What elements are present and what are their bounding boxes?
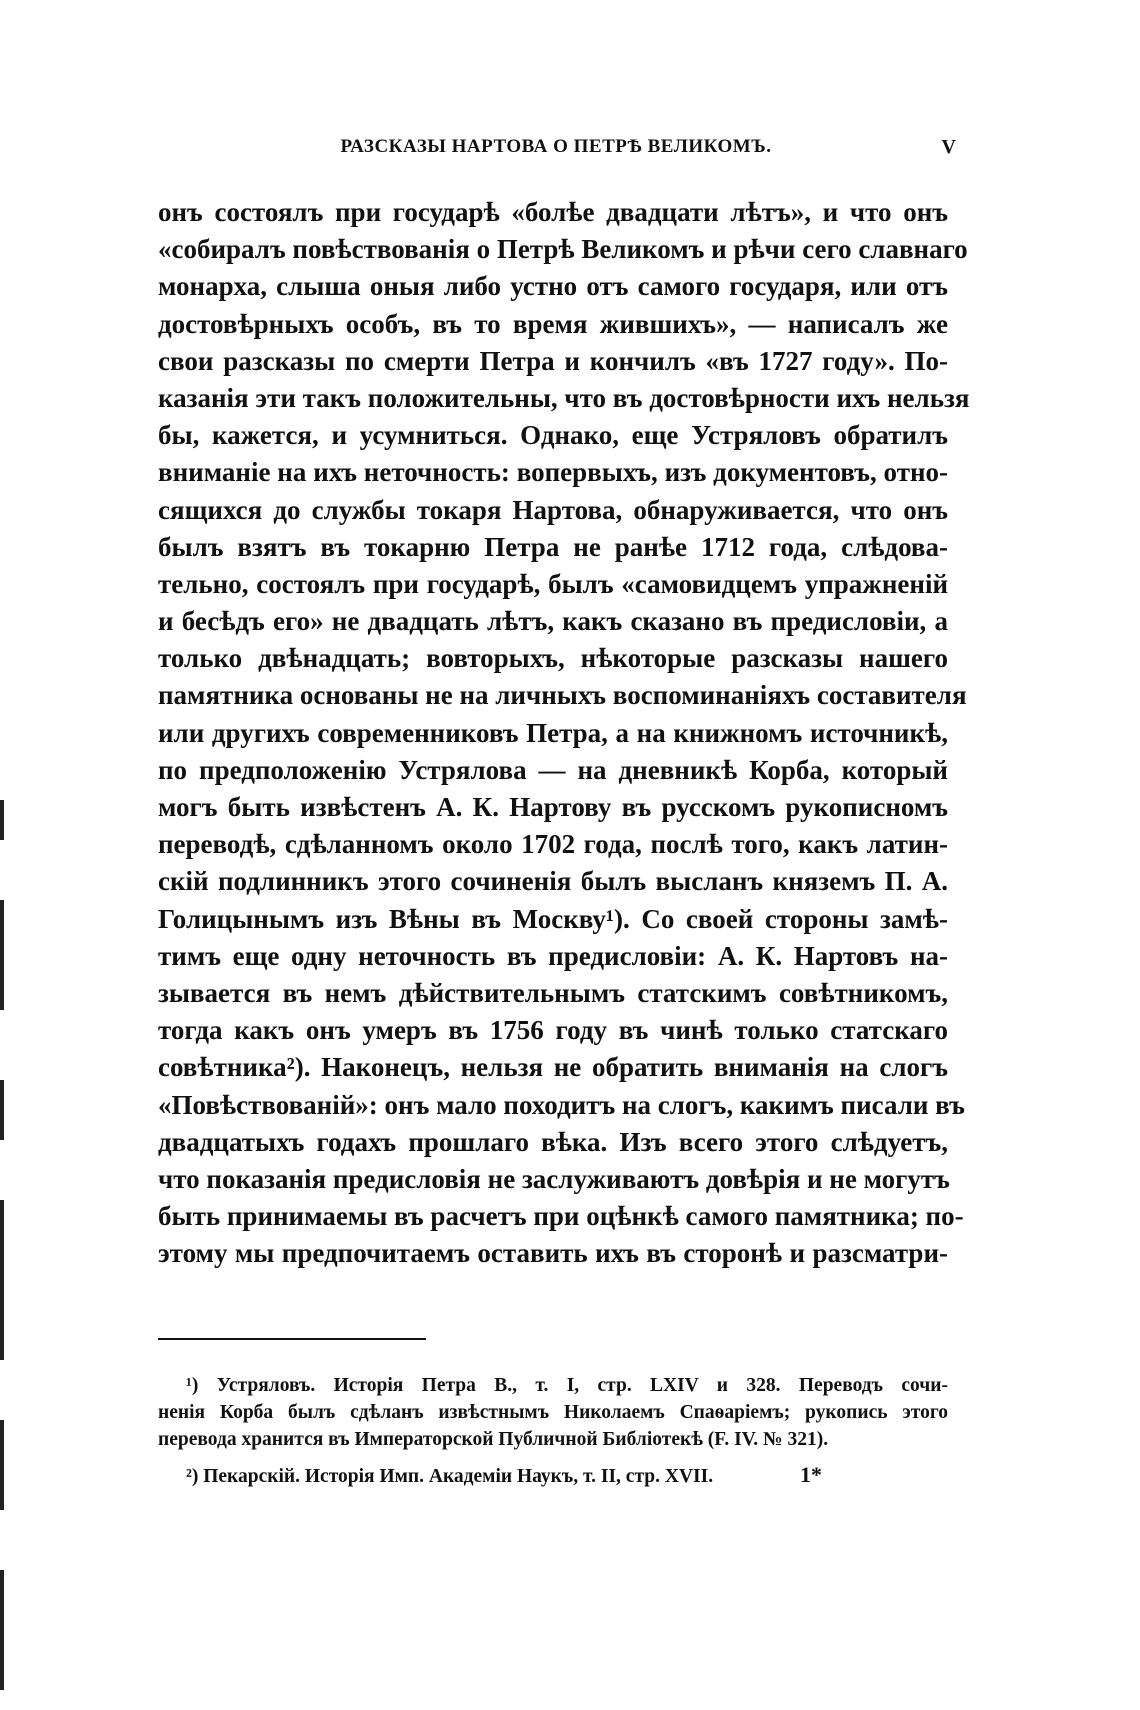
body-text <box>158 194 970 1272</box>
running-title: РАЗСКАЗЫ НАРТОВА О ПЕТРѢ ВЕЛИКОМЪ. <box>340 136 772 157</box>
text-line: сящихся до службы токаря Нартова, обнаруживается, что онъ <box>158 494 948 525</box>
text-line: тельно, состоялъ при государѣ, былъ «самовидцемъ упражненій <box>158 568 948 599</box>
text-line: по предположенію Устрялова — на дневникѣ Корба, который <box>158 754 948 785</box>
running-head <box>156 136 956 166</box>
text-line: достовѣрныхъ особъ, въ то время жившихъ», — написалъ же <box>158 308 948 339</box>
text-line: быть принимаемы въ расчетъ при оцѣнкѣ самого памятника; по- <box>158 1201 964 1232</box>
signature-mark: 1* <box>800 1462 822 1487</box>
footnote-2: ²) Пекарскій. Исторія Имп. Академіи Наукъ, т. II, стр. XVII. <box>186 1466 714 1487</box>
text-line: казанія эти такъ положительны, что въ достовѣрности ихъ нельзя <box>158 382 970 413</box>
text-line: тимъ еще одну неточность въ предисловіи: А. К. Нартовъ на- <box>158 940 948 971</box>
text-line: могъ быть извѣстенъ А. К. Нартову въ русскомъ рукописномъ <box>158 792 948 822</box>
text-line: или другихъ современниковъ Петра, а на книжномъ источникѣ, <box>158 717 948 748</box>
scan-mark <box>0 1420 4 1510</box>
footnote-1-cont: перевода хранится въ Императорской Публичной Библіотекѣ (F. IV. № 321). <box>158 1429 829 1450</box>
text-line: двадцатыхъ годахъ прошлаго вѣка. Изъ всего этого слѣдуетъ, <box>158 1126 948 1157</box>
text-line: скій подлинникъ этого сочиненія былъ высланъ княземъ П. А. <box>158 866 948 897</box>
scan-mark <box>0 1570 4 1690</box>
scan-mark <box>0 800 4 840</box>
text-line: «собиралъ повѣствованія о Петрѣ Великомъ и рѣчи сего славнаго <box>158 234 968 265</box>
text-line: совѣтника²). Наконецъ, нельзя не обратить вниманія на слогъ <box>158 1052 948 1083</box>
text-line: «Повѣствованій»: онъ мало походитъ на слогъ, какимъ писали въ <box>158 1089 965 1120</box>
text-line: монарха, слыша оныя либо устно отъ самого государя, или отъ <box>158 271 948 302</box>
text-line: вниманіе на ихъ неточность: вопервыхъ, изъ документовъ, отно- <box>158 457 948 488</box>
text-line: только двѣнадцать; вовторыхъ, нѣкоторые разсказы нашего <box>158 643 948 674</box>
text-line: зывается въ немъ дѣйствительнымъ статскимъ совѣтникомъ, <box>158 977 948 1008</box>
text-line: тогда какъ онъ умеръ въ 1756 году въ чинѣ только статскаго <box>158 1015 948 1046</box>
scan-edge-artifact <box>0 780 8 1710</box>
scan-mark <box>0 1200 4 1360</box>
footnote-1-cont: ненія Корба былъ сдѣланъ извѣстнымъ Николаемъ Спаѳаріемъ; рукопись этого <box>158 1402 948 1423</box>
text-line: этому мы предпочитаемъ оставить ихъ въ сторонѣ и разсматри- <box>158 1238 948 1269</box>
text-line: переводѣ, сдѣланномъ около 1702 года, послѣ того, какъ латин- <box>158 829 948 860</box>
text-line: и бесѣдъ его» не двадцать лѣтъ, какъ сказано въ предисловіи, а <box>158 606 948 637</box>
text-line: бы, кажется, и усумниться. Однако, еще Устряловъ обратилъ <box>158 420 948 451</box>
text-line: онъ состоялъ при государѣ «болѣе двадцати лѣтъ», и что онъ <box>158 197 948 227</box>
text-line: памятника основаны не на личныхъ воспоминаніяхъ составителя <box>158 680 967 711</box>
text-line: свои разсказы по смерти Петра и кончилъ «въ 1727 году». По- <box>158 345 948 376</box>
footnote-rule <box>158 1338 426 1340</box>
page-number: V <box>941 136 956 158</box>
text-line: что показанія предисловія не заслуживаютъ довѣрія и не могутъ <box>158 1163 950 1194</box>
footnotes <box>158 1372 948 1490</box>
text-line: былъ взятъ въ токарню Петра не ранѣе 1712 года, слѣдова- <box>158 531 948 562</box>
scan-mark <box>0 1080 4 1140</box>
footnote-1: ¹) Устряловъ. Исторія Петра В., т. I, стр. LXIV и 328. Переводъ сочи- <box>186 1375 948 1396</box>
text-line: Голицынымъ изъ Вѣны въ Москву¹). Со своей стороны замѣ- <box>158 903 948 934</box>
scan-mark <box>0 900 4 1010</box>
